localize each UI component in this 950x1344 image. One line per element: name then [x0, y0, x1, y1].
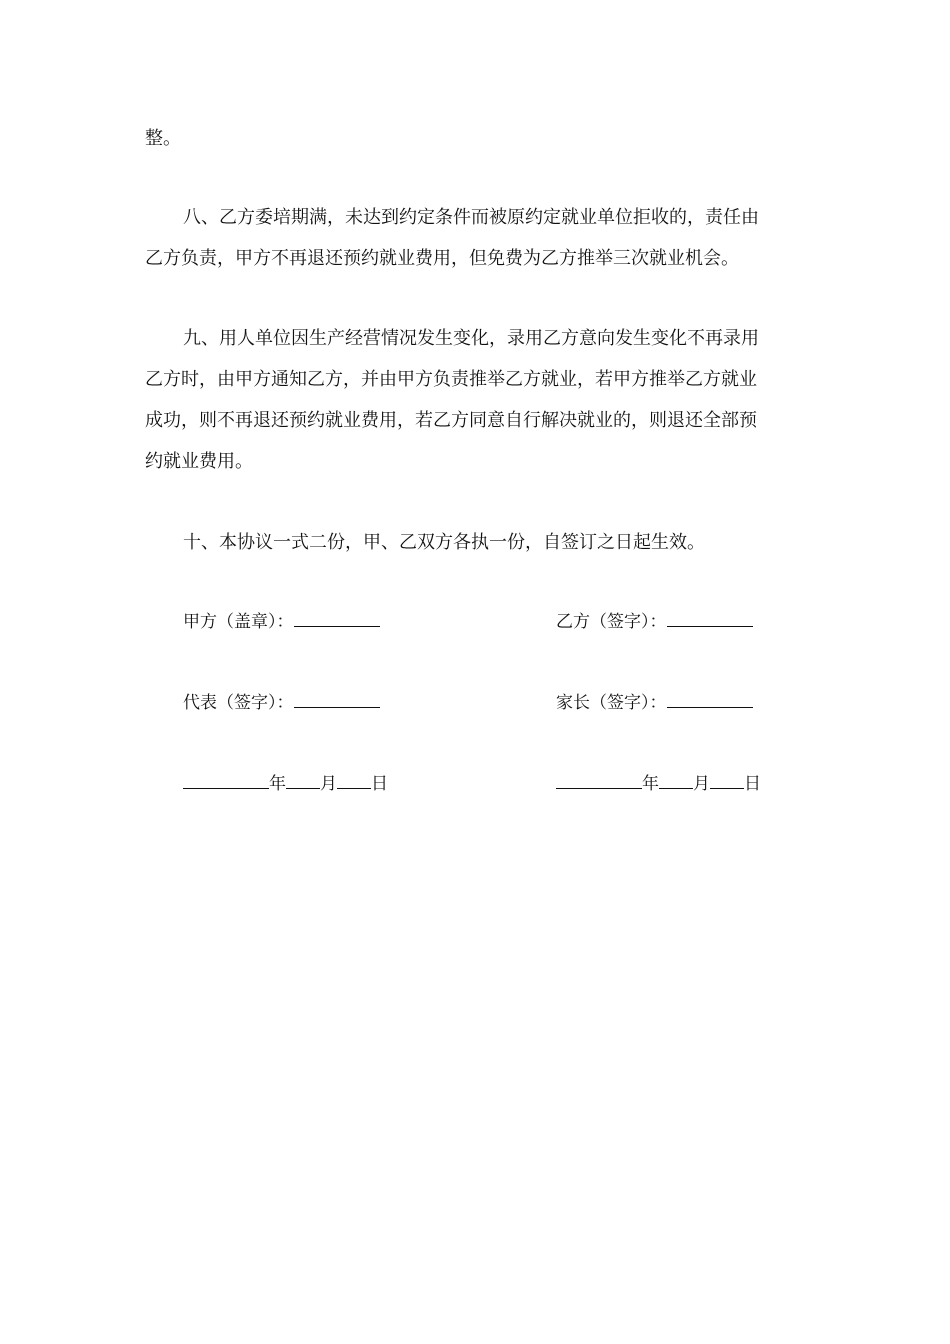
parent-blank[interactable] — [667, 689, 753, 708]
date-line-right — [556, 770, 761, 797]
clause-8-line-1: 八、乙方委培期满，未达到约定条件而被原约定就业单位拒收的，责任由 — [183, 207, 759, 228]
year-label-right: 年 — [642, 774, 659, 794]
continuation-text: 整。 — [145, 128, 181, 149]
parent-signature-line — [556, 689, 753, 716]
month-blank-right[interactable] — [659, 770, 693, 789]
month-blank-left[interactable] — [286, 770, 320, 789]
clause-9-line-1: 九、用人单位因生产经营情况发生变化，录用乙方意向发生变化不再录用 — [183, 328, 759, 349]
clause-9-line-3: 成功，则不再退还预约就业费用，若乙方同意自行解决就业的，则退还全部预 — [145, 410, 757, 431]
day-blank-left[interactable] — [337, 770, 371, 789]
clause-10: 十、本协议一式二份，甲、乙双方各执一份，自签订之日起生效。 — [183, 532, 705, 553]
month-label-left: 月 — [320, 774, 337, 794]
parent-label: 家长（签字）： — [556, 693, 667, 713]
clause-8-line-2: 乙方负责，甲方不再退还预约就业费用，但免费为乙方推举三次就业机会。 — [145, 248, 739, 269]
party-b-signature-line — [556, 608, 753, 635]
representative-blank[interactable] — [294, 689, 380, 708]
month-label-right: 月 — [693, 774, 710, 794]
year-label-left: 年 — [269, 774, 286, 794]
day-label-left: 日 — [371, 774, 388, 794]
day-blank-right[interactable] — [710, 770, 744, 789]
party-a-label: 甲方（盖章）： — [183, 612, 294, 632]
party-b-label: 乙方（签字）： — [556, 612, 667, 632]
party-a-blank[interactable] — [294, 608, 380, 627]
party-a-signature-line — [183, 608, 380, 635]
representative-label: 代表（签字）： — [183, 693, 294, 713]
day-label-right: 日 — [744, 774, 761, 794]
year-blank-right[interactable] — [556, 770, 642, 789]
date-line-left — [183, 770, 388, 797]
year-blank-left[interactable] — [183, 770, 269, 789]
party-b-blank[interactable] — [667, 608, 753, 627]
clause-9-line-4: 约就业费用。 — [145, 451, 253, 472]
clause-9-line-2: 乙方时，由甲方通知乙方，并由甲方负责推举乙方就业，若甲方推举乙方就业 — [145, 369, 757, 390]
representative-signature-line — [183, 689, 380, 716]
